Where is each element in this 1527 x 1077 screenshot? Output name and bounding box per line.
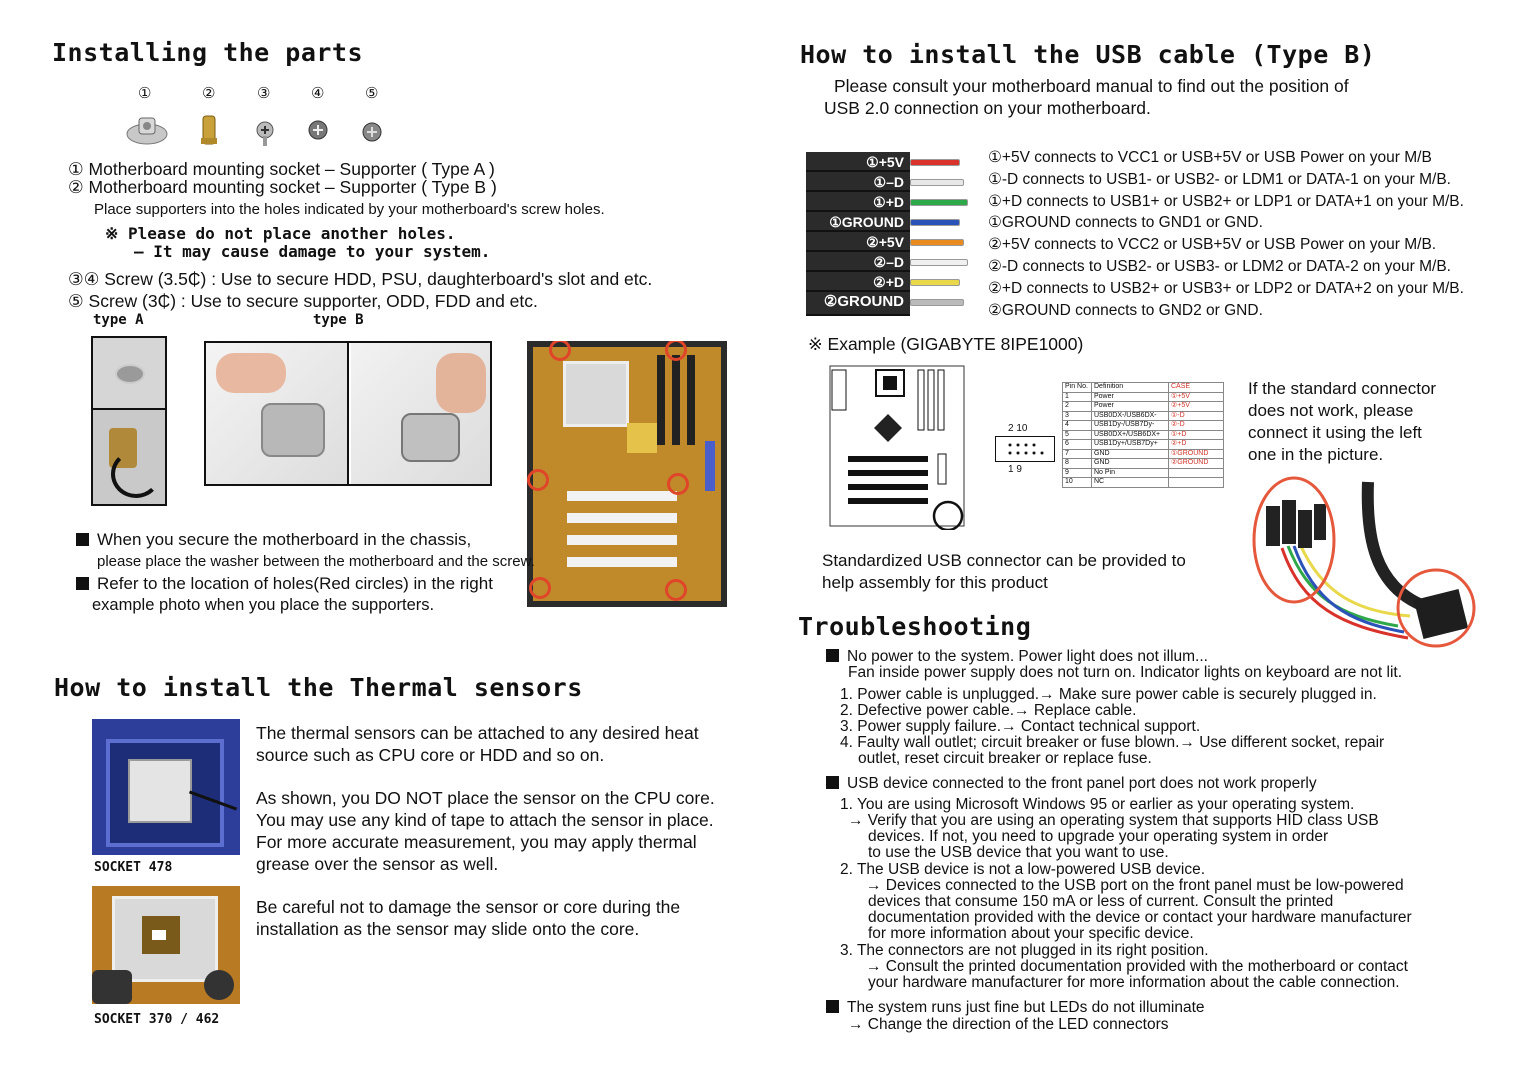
table-row	[1063, 402, 1224, 412]
table-cell: 4	[1063, 421, 1092, 431]
bullet-holes: Refer to the location of holes(Red circles) in the right	[76, 573, 493, 595]
trouble-line: → Devices connected to the USB port on the front panel must be low-powered	[866, 877, 1404, 894]
table-cell: ②GROUND	[1169, 459, 1224, 469]
table-header-cell: CASE	[1169, 383, 1224, 393]
socket-478-photo	[92, 719, 240, 855]
connector-label: ②+5V	[806, 232, 910, 252]
pin-header	[995, 436, 1055, 462]
usb-side-note-line2: does not work, please	[1248, 401, 1414, 420]
connector-label: ①+D	[806, 192, 910, 212]
trouble-line: 4. Faulty wall outlet; circuit breaker or fuse blown.→ Use different socket, repair	[840, 734, 1385, 751]
usb-cable-title: How to install the USB cable (Type B)	[800, 40, 1376, 69]
type-a-photo	[91, 336, 167, 506]
usb-wire	[910, 239, 964, 246]
std-connector-line1: Standardized USB connector can be provided to	[822, 551, 1186, 570]
trouble-heading-leds: The system runs just fine but LEDs do not illuminate	[826, 1000, 1205, 1017]
table-cell: 8	[1063, 459, 1092, 469]
trouble-line: devices. If not, you need to upgrade your operating system in order	[868, 828, 1329, 845]
thermal-p2-line2: You may use any kind of tape to attach the sensor in place.	[256, 810, 714, 830]
part-number: ③	[257, 85, 271, 102]
table-cell: ①-D	[1169, 411, 1224, 421]
trouble-line: to use the USB device that you want to use.	[868, 844, 1169, 861]
thermal-p1-line2: source such as CPU core or HDD and so on.	[256, 745, 605, 765]
socket-370-caption: SOCKET 370 / 462	[94, 1012, 220, 1027]
thermal-p2-line4: grease over the sensor as well.	[256, 854, 499, 874]
usb-side-note-line3: connect it using the left	[1248, 423, 1422, 442]
table-row	[1063, 421, 1224, 431]
usb-wire	[910, 179, 964, 186]
table-cell: 7	[1063, 449, 1092, 459]
installing-parts-title: Installing the parts	[52, 38, 364, 67]
usb-description-line: ①GROUND connects to GND1 or GND.	[988, 214, 1263, 232]
trouble-line: 3. The connectors are not plugged in its right position.	[840, 942, 1209, 959]
table-cell: 6	[1063, 440, 1092, 450]
table-cell: 2	[1063, 402, 1092, 412]
connector-label: ①+5V	[806, 152, 910, 172]
usb-description-line: ①-D connects to USB1- or USB2- or LDM1 or DATA-1 on your M/B.	[988, 170, 1451, 188]
table-cell: NC	[1092, 478, 1169, 488]
usb-wire	[910, 159, 960, 166]
table-row	[1063, 392, 1224, 402]
table-row	[1063, 440, 1224, 450]
trouble-line: 2. Defective power cable.→ Replace cable.	[840, 702, 1137, 719]
table-cell: No Pin	[1092, 468, 1169, 478]
part-number: ①	[138, 85, 152, 102]
screw-icon	[257, 122, 273, 146]
table-cell: ①+5V	[1169, 392, 1224, 402]
trouble-line: 1. You are using Microsoft Windows 95 or earlier as your operating system.	[840, 796, 1355, 813]
bullet-washer: When you secure the motherboard in the chassis,	[76, 529, 471, 551]
table-cell: ②+D	[1169, 440, 1224, 450]
table-cell: 3	[1063, 411, 1092, 421]
part-number: ②	[202, 85, 216, 102]
connector-label: ①–D	[806, 172, 910, 192]
table-cell: ①+D	[1169, 430, 1224, 440]
pin-definition-table	[1062, 382, 1224, 488]
table-row	[1063, 411, 1224, 421]
table-cell: ①GROUND	[1169, 449, 1224, 459]
usb-descriptions	[988, 148, 1464, 322]
table-cell: USB1Dy+/USB7Dy+	[1092, 440, 1169, 450]
screw-icon	[363, 123, 381, 141]
usb-description-line: ②+D connects to USB2+ or USB3+ or LDP2 or DATA+2 on your M/B.	[988, 279, 1464, 297]
troubleshooting-title: Troubleshooting	[798, 612, 1032, 641]
table-header-cell: Pin No.	[1063, 383, 1092, 393]
usb-side-note-line4: one in the picture.	[1248, 445, 1384, 464]
table-cell: ②+5V	[1169, 402, 1224, 412]
table-row	[1063, 468, 1224, 478]
usb-description-line: ②-D connects to USB2- or USB3- or LDM2 or DATA-2 on your M/B.	[988, 257, 1451, 275]
thermal-p3-line1: Be careful not to damage the sensor or core during the	[256, 897, 681, 917]
supporter-type-a-icon	[127, 118, 167, 144]
table-cell: Power	[1092, 392, 1169, 402]
trouble-line: 2. The USB device is not a low-powered USB device.	[840, 861, 1206, 878]
usb-description-line: ①+D connects to USB1+ or USB2+ or LDP1 or DATA+1 on your M/B.	[988, 192, 1464, 210]
connector-label: ①GROUND	[806, 212, 910, 232]
usb-cable-photo	[1248, 476, 1478, 652]
trouble-line: → Consult the printed documentation provided with the motherboard or contact	[866, 958, 1408, 975]
warning-note: ※ Please do not place another holes.	[105, 224, 456, 243]
table-header-row	[1063, 383, 1224, 393]
thermal-p2-line1: As shown, you DO NOT place the sensor on the CPU core.	[256, 788, 715, 808]
connector-label: ②–D	[806, 252, 910, 272]
table-cell	[1169, 468, 1224, 478]
type-b-photo	[204, 341, 492, 486]
screw-3-note: ⑤ Screw (3₵) : Use to secure supporter, ODD, FDD and etc.	[68, 291, 538, 311]
trouble-line: your hardware manufacturer for more information about the cable connection.	[868, 974, 1400, 991]
table-cell: 5	[1063, 430, 1092, 440]
connector-label: ②GROUND	[806, 292, 910, 316]
trouble-line: for more information about your specific device.	[868, 925, 1194, 942]
thermal-p2-line3: For more accurate measurement, you may apply thermal	[256, 832, 697, 852]
usb-wire	[910, 259, 968, 266]
usb-intro-line2: USB 2.0 connection on your motherboard.	[824, 98, 1151, 118]
bullet-washer-detail: please place the washer between the motherboard and the screw.	[97, 553, 535, 570]
table-row	[1063, 430, 1224, 440]
socket-478-caption: SOCKET 478	[94, 860, 173, 875]
bullet-holes-detail: example photo when you place the supporters.	[92, 596, 435, 614]
thermal-p1-line1: The thermal sensors can be attached to any desired heat	[256, 723, 699, 743]
usb-side-note-line1: If the standard connector	[1248, 379, 1437, 398]
table-cell: 10	[1063, 478, 1092, 488]
trouble-line: devices that consume 150 mA or less of current. Consult the printed	[868, 893, 1334, 910]
table-cell: 1	[1063, 392, 1092, 402]
usb-wire	[910, 279, 960, 286]
thermal-p3-line2: installation as the sensor may slide onto the core.	[256, 919, 640, 939]
thermal-sensors-title: How to install the Thermal sensors	[54, 673, 583, 702]
screw-icon	[309, 121, 327, 139]
motherboard-photo	[527, 341, 727, 607]
table-row	[1063, 449, 1224, 459]
parts-illustration	[115, 110, 405, 152]
usb-description-line: ①+5V connects to VCC1 or USB+5V or USB Power on your M/B	[988, 149, 1432, 166]
part-number: ⑤	[365, 85, 379, 102]
table-cell: USB0DX+/USB6DX+	[1092, 430, 1169, 440]
type-b-label: type B	[313, 312, 364, 328]
trouble-line: → Verify that you are using an operating system that supports HID class USB	[848, 812, 1379, 829]
trouble-line: → Change the direction of the LED connectors	[848, 1016, 1169, 1033]
table-cell: Power	[1092, 402, 1169, 412]
usb-description-line: ②GROUND connects to GND2 or GND.	[988, 301, 1263, 319]
supporters-instruction: Place supporters into the holes indicated by your motherboard's screw holes.	[94, 201, 605, 218]
trouble-line: 3. Power supply failure.→ Contact technical support.	[840, 718, 1201, 735]
trouble-heading-no-power: No power to the system. Power light does not illum...	[826, 649, 1208, 666]
table-cell: GND	[1092, 449, 1169, 459]
table-cell: USB1Dy-/USB7Dy-	[1092, 421, 1169, 431]
table-cell: 9	[1063, 468, 1092, 478]
warning-note-detail: – It may cause damage to your system.	[134, 242, 491, 261]
trouble-line: documentation provided with the device or contact your hardware manufacturer	[868, 909, 1412, 926]
socket-370-photo	[92, 886, 240, 1004]
table-row	[1063, 459, 1224, 469]
connector-label: ②+D	[806, 272, 910, 292]
screw-3-5-note: ③④ Screw (3.5₵) : Use to secure HDD, PSU, daughterboard's slot and etc.	[68, 269, 653, 289]
table-cell: GND	[1092, 459, 1169, 469]
usb-wire	[910, 299, 964, 306]
pin-header-top-label: 2 10	[1008, 423, 1028, 434]
trouble-line: outlet, reset circuit breaker or replace fuse.	[858, 750, 1152, 767]
table-header-cell: Definition	[1092, 383, 1169, 393]
usb-wire	[910, 199, 968, 206]
table-cell: ②-D	[1169, 421, 1224, 431]
trouble-line: Fan inside power supply does not turn on. Indicator lights on keyboard are not lit.	[848, 664, 1403, 681]
part-number: ④	[311, 85, 325, 102]
usb-example-label: ※ Example (GIGABYTE 8IPE1000)	[808, 334, 1084, 354]
table-cell	[1169, 478, 1224, 488]
motherboard-diagram	[828, 364, 968, 530]
supporter-type-b-icon	[201, 116, 217, 144]
trouble-line: 1. Power cable is unplugged.→ Make sure power cable is securely plugged in.	[840, 686, 1377, 703]
std-connector-line2: help assembly for this product	[822, 573, 1048, 592]
table-cell: USB0DX-/USB6DX-	[1092, 411, 1169, 421]
table-row	[1063, 478, 1224, 488]
type-a-label: type A	[93, 312, 144, 328]
mounting-socket-type-b: ② Motherboard mounting socket – Supporter ( Type B )	[68, 177, 497, 197]
pin-header-bottom-label: 1 9	[1008, 464, 1022, 475]
mounting-socket-type-a: ① Motherboard mounting socket – Supporter ( Type A )	[68, 159, 495, 179]
usb-wire	[910, 219, 960, 226]
usb-intro-line1: Please consult your motherboard manual to find out the position of	[834, 76, 1349, 96]
trouble-heading-usb: USB device connected to the front panel port does not work properly	[826, 776, 1317, 793]
usb-description-line: ②+5V connects to VCC2 or USB+5V or USB Power on your M/B.	[988, 236, 1437, 254]
